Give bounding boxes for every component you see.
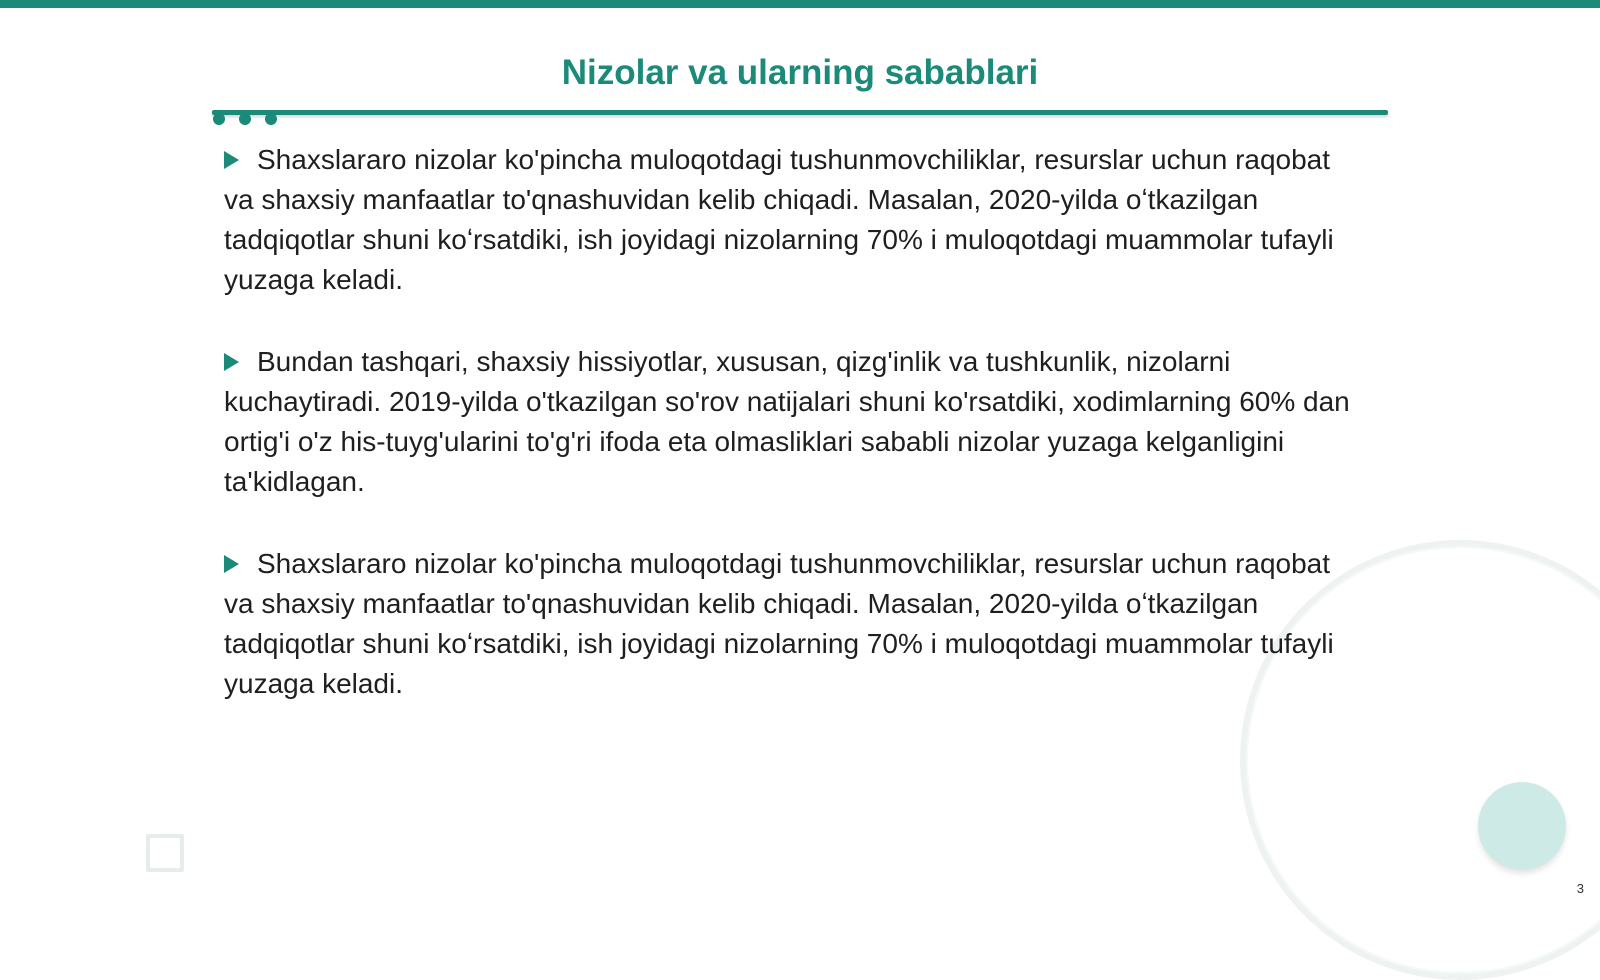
bullet-paragraph <box>224 544 1364 704</box>
decorative-dot <box>265 113 277 125</box>
bullet-text: Shaxslararo nizolar ko'pincha muloqotdagi tushunmovchiliklar, resurslar uchun raqobat va shaxsiy manfaatlar to'qnashuvidan kelib chiqadi. Masalan, 2020-yilda oʻtkazilgan tadqiqotlar shuni koʻrsatdiki, ish joyidagi nizolarning 70% i muloqotdagi muammolar tufayli yuzaga keladi. <box>224 548 1334 699</box>
bullet-text: Bundan tashqari, shaxsiy hissiyotlar, xususan, qizg'inlik va tushkunlik, nizolarni kuchaytiradi. 2019-yilda o'tkazilgan so'rov natijalari shuni ko'rsatdiki, xodimlarning 60% dan ortig'i o'z his-tuyg'ularini to'g'ri ifoda eta olmasliklari sababli nizolar yuzaga kelganligini ta'kidlagan. <box>224 346 1350 497</box>
bullet-paragraph <box>224 342 1364 502</box>
slide-title: Nizolar va ularning sabablari <box>561 53 1039 92</box>
decorative-dot <box>213 113 225 125</box>
decorative-circle <box>1478 782 1566 870</box>
triangle-bullet-icon <box>224 353 239 371</box>
bullet-text: Shaxslararo nizolar ko'pincha muloqotdagi tushunmovchiliklar, resurslar uchun raqobat va shaxsiy manfaatlar to'qnashuvidan kelib chiqadi. Masalan, 2020-yilda oʻtkazilgan tadqiqotlar shuni koʻrsatdiki, ish joyidagi nizolarning 70% i muloqotdagi muammolar tufayli yuzaga keladi. <box>224 144 1334 295</box>
triangle-bullet-icon <box>224 151 239 169</box>
title-underline <box>212 110 1388 115</box>
top-accent-bar <box>0 0 1600 8</box>
page-number: 3 <box>1576 881 1584 896</box>
decorative-dot <box>239 113 251 125</box>
decorative-square <box>146 834 184 872</box>
triangle-bullet-icon <box>224 555 239 573</box>
bullet-paragraph <box>224 140 1364 300</box>
slide-content <box>224 140 1364 746</box>
